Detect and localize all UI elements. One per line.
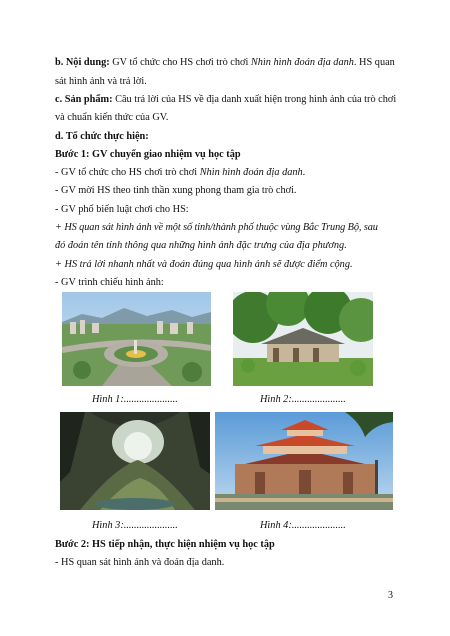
image-caption: Hình 1:.....................: [92, 394, 178, 405]
page-number: 3: [388, 590, 393, 601]
image-caption: Hình 4:.....................: [260, 520, 346, 531]
rule-line: đó đoán tên tỉnh thông qua những hình ảnh đặc trưng của địa phương.: [55, 240, 347, 251]
body-text: . HS quan: [353, 57, 395, 68]
section-label: b. Nội dung:: [55, 57, 110, 68]
step-heading: Bước 2: HS tiếp nhận, thực hiện nhiệm vụ học tập: [55, 539, 275, 550]
body-text: Câu trả lời của HS về địa danh xuất hiện trong hình ảnh của trò chơi: [112, 94, 397, 105]
traditional-house-image: [233, 292, 373, 386]
content-line: - GV phổ biến luật chơi cho HS:: [55, 204, 189, 215]
game-name: Nhìn hình đoán địa danh: [250, 57, 354, 68]
content-line: [55, 56, 400, 69]
cave-image: [60, 412, 210, 510]
body-text: - GV tổ chức cho HS chơi trò chơi: [55, 167, 200, 178]
rule-line: + HS trả lời nhanh nhất và đoán đúng qua hình ảnh sẽ được điểm cộng.: [55, 259, 353, 270]
step-heading: Bước 1: GV chuyển giao nhiệm vụ học tập: [55, 149, 241, 160]
content-line: - GV mời HS theo tinh thần xung phong tham gia trò chơi.: [55, 185, 297, 196]
content-line: và chuẩn kiến thức của GV.: [55, 112, 169, 123]
content-line: [55, 166, 400, 179]
rule-line: + HS quan sát hình ảnh về một số tỉnh/thành phố thuộc vùng Bắc Trung Bộ, sau: [55, 222, 378, 233]
game-name: Nhìn hình đoán địa danh: [199, 167, 303, 178]
image-caption: Hình 2:.....................: [260, 394, 346, 405]
section-label: c. Sản phẩm:: [55, 94, 113, 105]
citadel-gate-image: [215, 412, 393, 510]
city-aerial-image: [62, 292, 211, 386]
content-line: - GV trình chiếu hình ảnh:: [55, 277, 164, 288]
section-heading: d. Tổ chức thực hiện:: [55, 131, 149, 142]
content-line: sát hình ảnh và trả lời.: [55, 76, 147, 87]
content-line: - HS quan sát hình ảnh và đoán địa danh.: [55, 557, 225, 568]
body-text: GV tổ chức cho HS chơi trò chơi: [109, 57, 251, 68]
body-text: .: [302, 167, 306, 178]
image-caption: Hình 3:.....................: [92, 520, 178, 531]
content-line: [55, 93, 400, 106]
